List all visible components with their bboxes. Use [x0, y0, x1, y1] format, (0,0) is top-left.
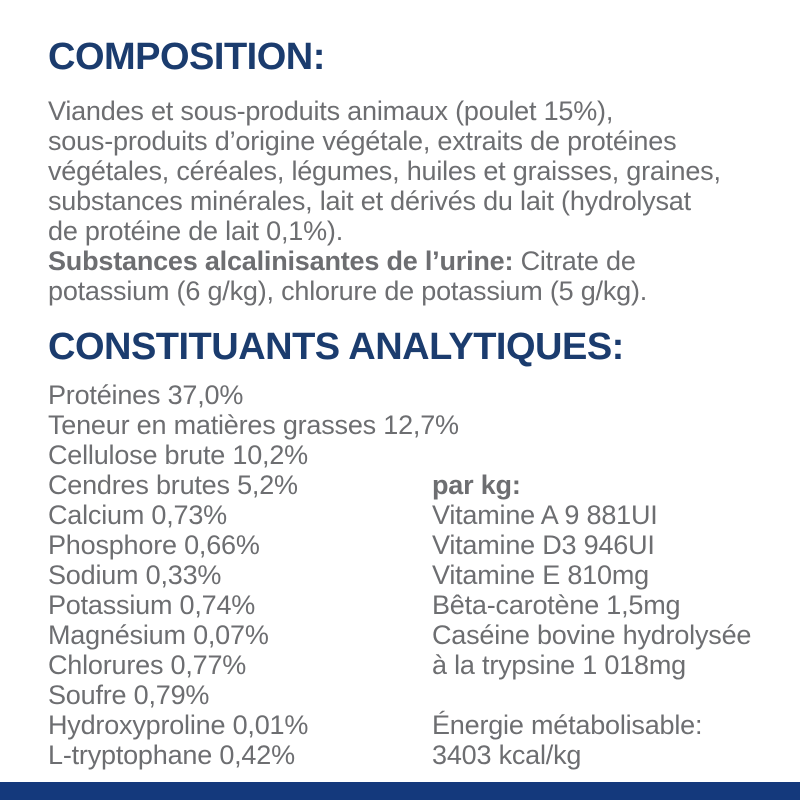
composition-ingredients-line: de protéine de lait 0,1%). — [48, 216, 343, 246]
vitamin-line: à la trypsine 1 018mg — [432, 650, 686, 680]
vitamin-line: Vitamine A 9 881UI — [432, 500, 658, 530]
analytical-item: Calcium 0,73% — [48, 500, 227, 530]
vitamin-line: Caséine bovine hydrolysée — [432, 620, 752, 650]
analytical-item: Hydroxyproline 0,01% — [48, 710, 309, 740]
urine-alkalinizers-line-1 — [48, 246, 764, 276]
analytical-item: L-tryptophane 0,42% — [48, 740, 295, 770]
per-kg-label: par kg: — [432, 470, 521, 500]
vitamin-line: Bêta-carotène 1,5mg — [432, 590, 681, 620]
composition-ingredients-line: substances minérales, lait et dérivés du lait (hydrolysat — [48, 186, 691, 216]
composition-heading: COMPOSITION: — [48, 36, 325, 78]
analytical-item: Chlorures 0,77% — [48, 650, 247, 680]
analytical-item: Sodium 0,33% — [48, 560, 222, 590]
energy-value: 3403 kcal/kg — [432, 740, 582, 770]
analytical-columns — [48, 380, 764, 770]
composition-ingredients-line: végétales, céréales, légumes, huiles et graisses, graines, — [48, 156, 721, 186]
analytical-item: Potassium 0,74% — [48, 590, 256, 620]
analytical-item: Soufre 0,79% — [48, 680, 210, 710]
urine-alkalinizers-line-2: potassium (6 g/kg), chlorure de potassium (5 g/kg). — [48, 276, 648, 306]
analytical-item: Cellulose brute 10,2% — [48, 440, 308, 470]
analytical-constituents-heading: CONSTITUANTS ANALYTIQUES: — [48, 326, 624, 368]
footer-bar — [0, 782, 800, 800]
composition-ingredients-line: sous-produits d’origine végétale, extraits de protéines — [48, 126, 677, 156]
energy-label: Énergie métabolisable: — [432, 710, 703, 740]
urine-alkalinizers-text-start: Citrate de — [513, 246, 636, 276]
vitamin-line: Vitamine D3 946UI — [432, 530, 655, 560]
vitamin-line: Vitamine E 810mg — [432, 560, 649, 590]
analytical-item: Magnésium 0,07% — [48, 620, 269, 650]
energy-block — [432, 710, 777, 770]
vitamins-list — [432, 500, 777, 680]
composition-ingredients-paragraph — [48, 96, 764, 246]
analytical-item: Protéines 37,0% — [48, 380, 244, 410]
analytical-item: Phosphore 0,66% — [48, 530, 260, 560]
analytical-right-column — [432, 470, 777, 770]
composition-ingredients-line: Viandes et sous-produits animaux (poulet 15%), — [48, 96, 614, 126]
analytical-item: Cendres brutes 5,2% — [48, 470, 298, 500]
analytical-item: Teneur en matières grasses 12,7% — [48, 410, 459, 440]
urine-alkalinizers-label: Substances alcalinisantes de l’urine: — [48, 246, 514, 276]
